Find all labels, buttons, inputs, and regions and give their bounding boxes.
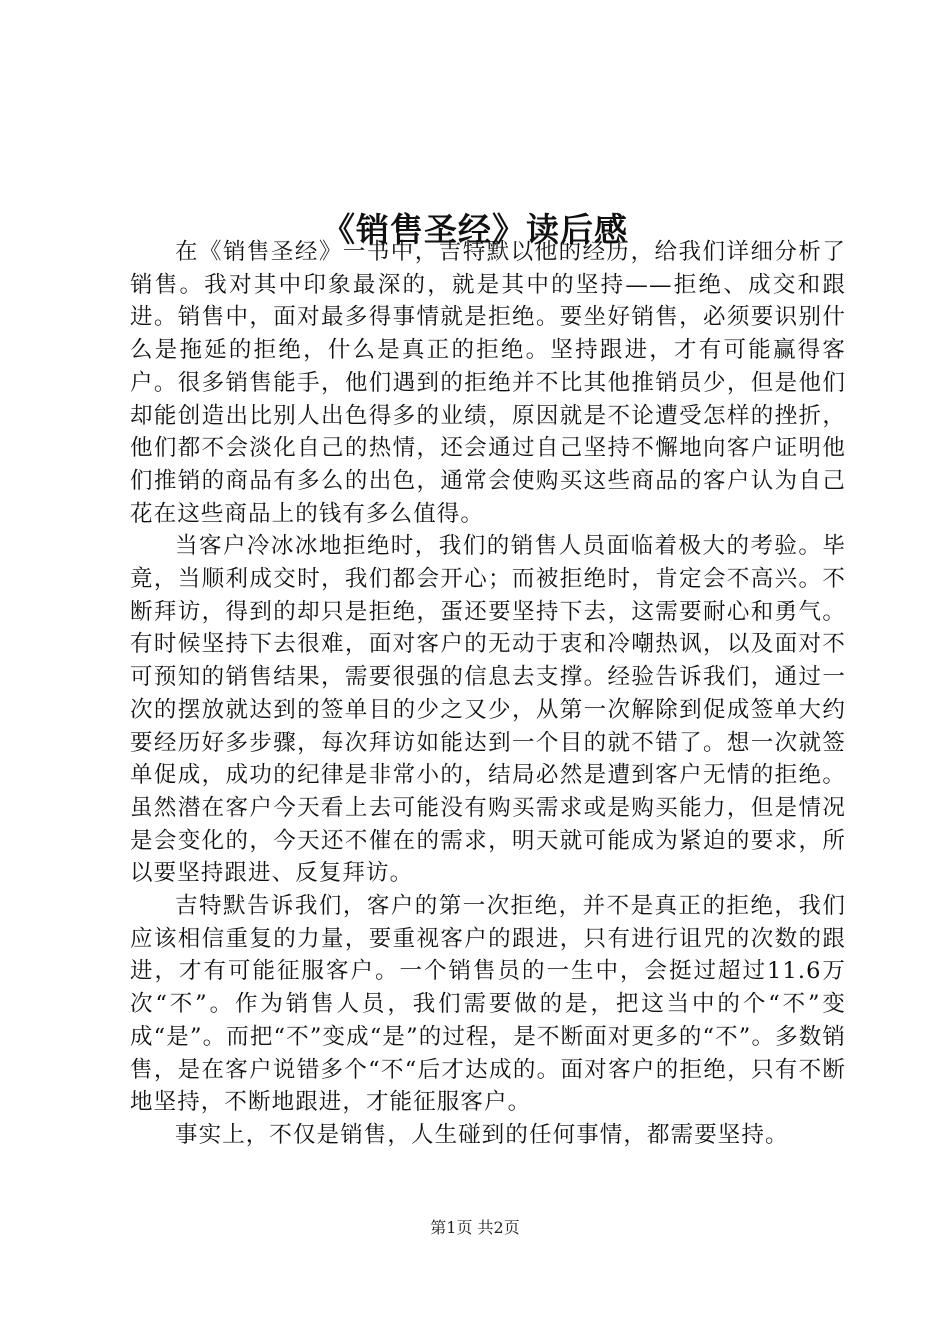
paragraph-1: 在《销售圣经》一书中，吉特默以他的经历，给我们详细分析了销售。我对其中印象最深的，就是其中的坚持——拒绝、成交和跟进。销售中，面对最多得事情就是拒绝。要坐好销售，必须要识别什么是拖延的拒绝，什么是真正的拒绝。坚持跟进，才有可能赢得客户。很多销售能手，他们遇到的拒绝并不比其他推销员少，但是他们却能创造出比别人出色得多的业绩，原因就是不论遭受怎样的挫折，他们都不会淡化自己的热情，还会通过自己坚持不懈地向客户证明他们推销的商品有多么的出色，通常会使购买这些商品的客户认为自己花在这些商品上的钱有多么值得。 xyxy=(130,239,846,527)
paragraph-4: 事实上，不仅是销售，人生碰到的任何事情，都需要坚持。 xyxy=(175,1121,789,1148)
paragraph-2: 当客户冷冰冰地拒绝时，我们的销售人员面临着极大的考验。毕竟，当顺利成交时，我们都会开心；而被拒绝时，肯定会不高兴。不断拜访，得到的却只是拒绝，蛋还要坚持下去，这需要耐心和勇气。有时候坚持下去很难，面对客户的无动于衷和冷嘲热讽，以及面对不可预知的销售结果，需要很强的信息去支撑。经验告诉我们，通过一次的摆放就达到的签单目的少之又少，从第一次解除到促成签单大约要经历好多步骤，每次拜访如能达到一个目的就不错了。想一次就签单促成，成功的纪律是非常小的，结局必然是遭到客户无情的拒绝。虽然潜在客户今天看上去可能没有购买需求或是购买能力，但是情况是会变化的，今天还不催在的需求，明天就可能成为紧迫的要求，所以要坚持跟进、反复拜访。 xyxy=(130,533,846,887)
document-body xyxy=(130,236,846,1152)
page-number-footer: 第1页 共2页 xyxy=(430,1218,520,1237)
paragraph-3: 吉特默告诉我们，客户的第一次拒绝，并不是真正的拒绝，我们应该相信重复的力量，要重视客户的跟进，只有进行诅咒的次数的跟进，才有可能征服客户。一个销售员的一生中，会挺过超过11.6万次“不”。作为销售人员，我们需要做的是，把这当中的个“不”变成“是”。而把“不”变成“是”的过程，是不断面对更多的“不”。多数销售，是在客户说错多个“不“后才达成的。面对客户的拒绝，只有不断地坚持，不断地跟进，才能征服客户。 xyxy=(130,893,846,1116)
document-title: 《销售圣经》读后感 xyxy=(322,210,628,250)
